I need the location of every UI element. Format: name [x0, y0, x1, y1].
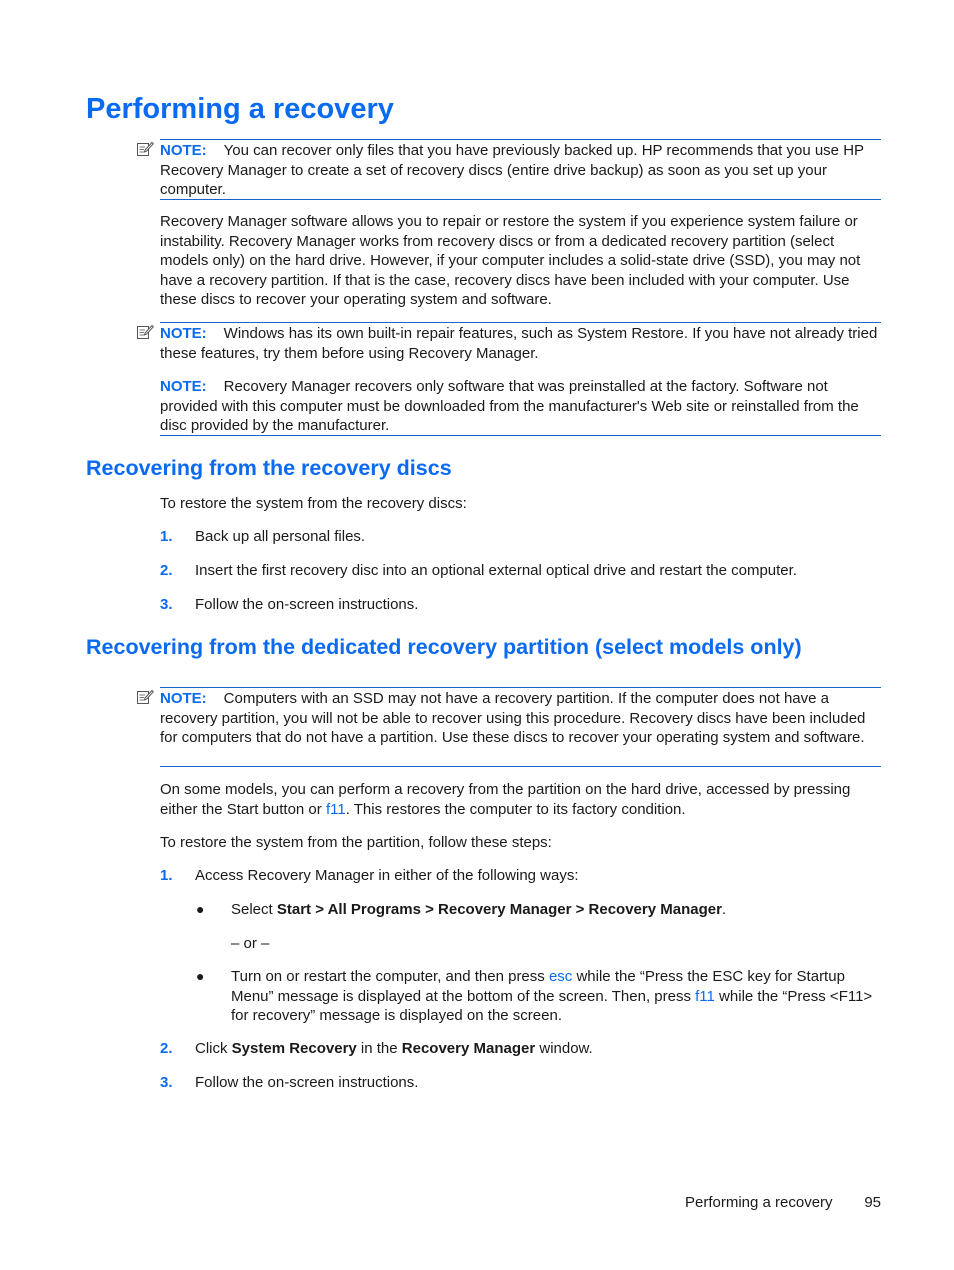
bullet-text-part: Turn on or restart the computer, and then press [231, 968, 549, 985]
section-heading: Recovering from the dedicated recovery partition (select models only) [86, 635, 802, 659]
note-text: Recovery Manager recovers only software that was preinstalled at the factory. Software not provided with this computer must be downloaded from the manufacturer's Web site or reinstalled from the disc provided by the manufacturer. [160, 378, 859, 434]
step-number: 1. [160, 867, 173, 884]
key-esc: esc [548, 968, 573, 985]
key-f11: f11 [695, 987, 715, 1005]
page-footer [685, 1193, 881, 1213]
bullet-text [231, 900, 883, 920]
paragraph [160, 780, 881, 819]
step-text [195, 1039, 881, 1059]
section-intro: To restore the system from the recovery discs: [160, 495, 467, 512]
paragraph: Recovery Manager software allows you to repair or restore the system if you experience system failure or instability. Recovery Manager works from recovery discs or from a dedicated recovery partition (select models only) on the hard drive. However, if your computer includes a solid-state drive (SSD), you may not have a recovery partition. If that is the case, recovery discs have been included with your computer. Use these discs to recover your operating system and software. [160, 213, 861, 308]
note-label: NOTE: [160, 378, 207, 395]
step-number: 3. [160, 1074, 173, 1091]
step-text-part: in the [356, 1040, 402, 1057]
step-text: Follow the on-screen instructions. [195, 1074, 419, 1091]
note-text: Windows has its own built-in repair features, such as System Restore. If you have not already tried these features, try them before using Recovery Manager. [160, 325, 878, 362]
section-intro: To restore the system from the partition, follow these steps: [160, 834, 552, 851]
step-text: Access Recovery Manager in either of the following ways: [195, 867, 579, 884]
bullet-marker: ● [196, 968, 205, 984]
bullet-text-part: . [721, 901, 727, 918]
bullet-text-part: Select [231, 901, 277, 918]
footer-title: Performing a recovery [685, 1194, 833, 1211]
note-text: Computers with an SSD may not have a recovery partition. If the computer does not have a recovery partition, you will not be able to recover using this procedure. Recovery discs have been included for computers that do not have a partition. Use these discs to recover your operating system and software. [160, 690, 866, 746]
step-text: Follow the on-screen instructions. [195, 596, 419, 613]
bullet-marker: ● [196, 901, 205, 917]
note-pencil-icon [136, 140, 154, 158]
bullet-text-part: while the “Press the ESC key for Startup Menu” message is displayed at the bottom of the screen. Then, press [231, 968, 845, 1005]
step-number: 3. [160, 596, 173, 613]
step-number: 2. [160, 1040, 173, 1057]
step-text: Back up all personal files. [195, 528, 366, 545]
bullet-text-part: while the “Press <F11> for recovery” message is displayed on the screen. [231, 987, 873, 1024]
note-label: NOTE: [160, 325, 207, 342]
note-block [160, 687, 881, 767]
section-heading: Recovering from the recovery discs [86, 456, 452, 480]
step-text-part: Click [195, 1040, 232, 1057]
note-label: NOTE: [160, 142, 207, 159]
note-text: You can recover only files that you have previously backed up. HP recommends that you use HP Recovery Manager to create a set of recovery discs (entire drive backup) as soon as you set up your computer. [160, 142, 864, 198]
note-label: NOTE: [160, 690, 207, 707]
note-pencil-icon [136, 688, 154, 706]
step-text-part: window. [535, 1040, 593, 1057]
menu-path: Start > All Programs > Recovery Manager > Recovery Manager [276, 901, 722, 918]
note-block [160, 139, 881, 200]
step-number: 1. [160, 528, 173, 545]
page-number: 95 [864, 1194, 881, 1211]
step-text: Insert the first recovery disc into an optional external optical drive and restart the computer. [195, 562, 797, 579]
paragraph-text: . This restores the computer to its factory condition. [345, 800, 686, 818]
key-f11: f11 [325, 800, 346, 818]
ui-term: System Recovery [231, 1040, 357, 1057]
ui-term: Recovery Manager [401, 1040, 536, 1057]
page-title: Performing a recovery [86, 93, 394, 125]
or-separator: – or – [231, 935, 270, 952]
bullet-text [231, 967, 883, 1026]
step-number: 2. [160, 562, 173, 579]
note-pencil-icon [136, 323, 154, 341]
paragraph-text: On some models, you can perform a recovery from the partition on the hard drive, accessed by pressing either the Start button or [160, 781, 851, 818]
note-block [160, 322, 881, 436]
